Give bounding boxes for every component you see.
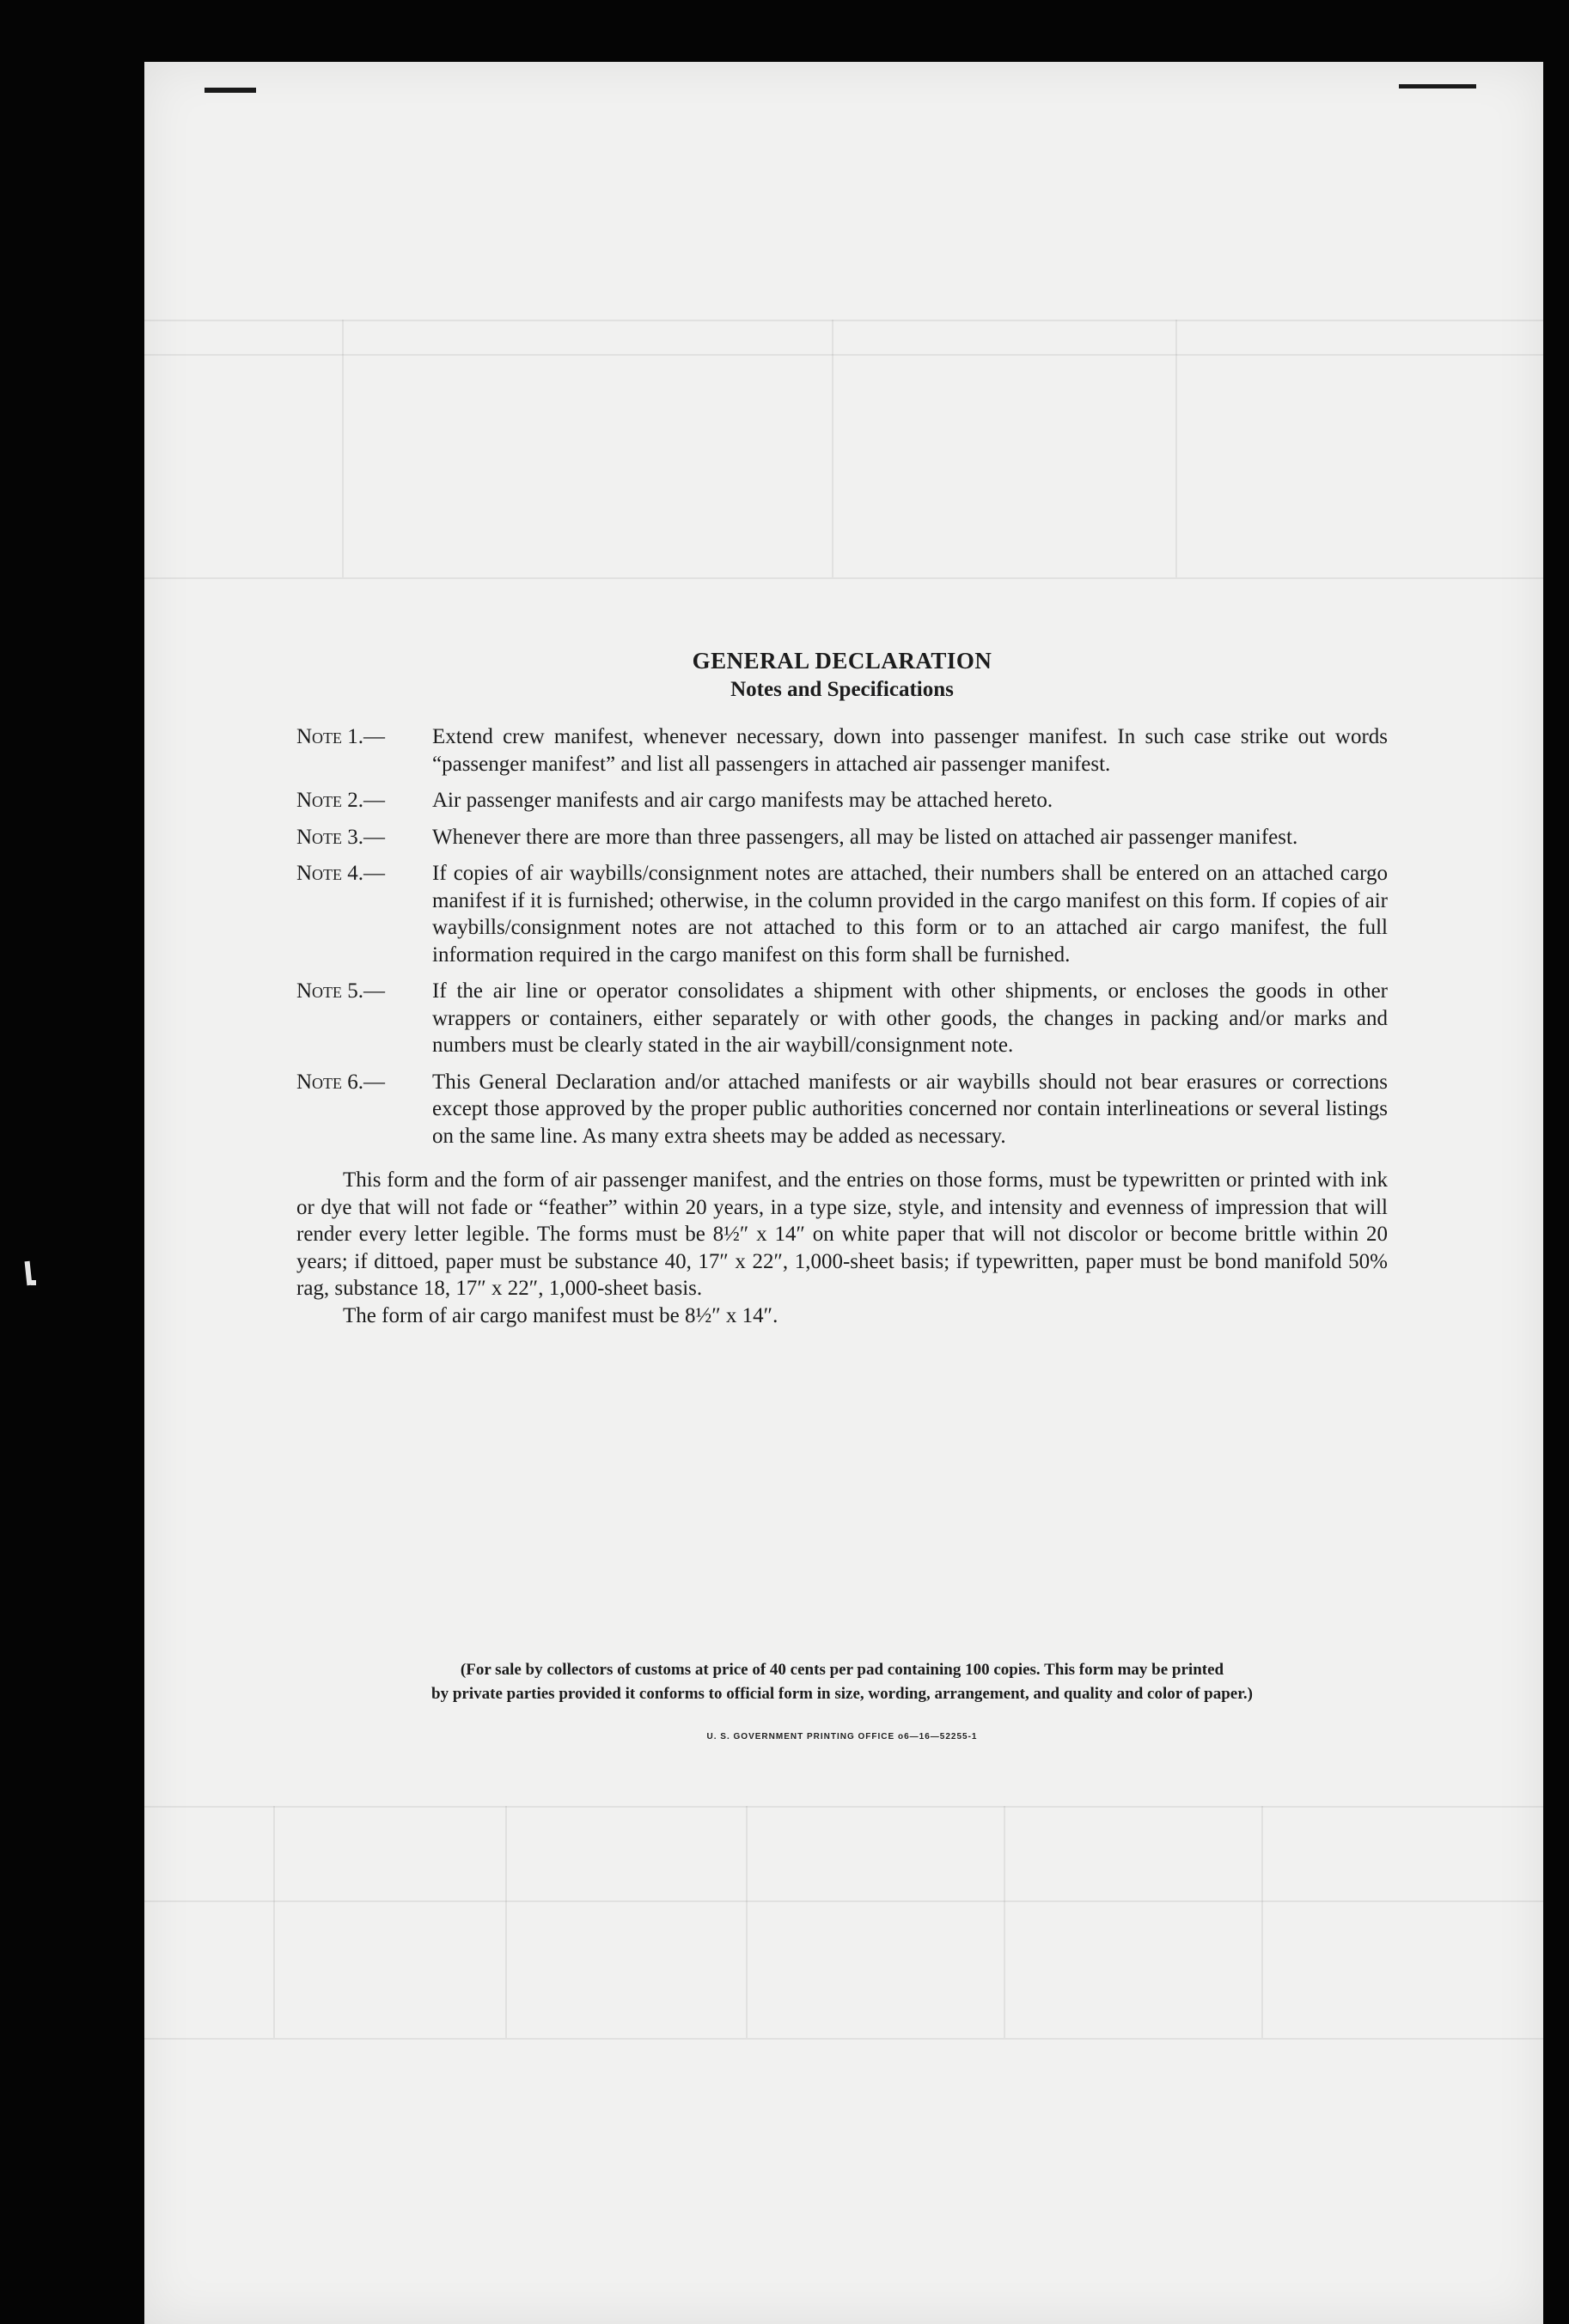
note-text: Extend crew manifest, whenever necessary, down into passenger manifest. In such case strike out words “passenger manifest” and list all passengers in attached air passenger manifest. bbox=[432, 725, 1388, 776]
note-5 bbox=[296, 978, 1388, 1059]
bleed-through-line bbox=[144, 2038, 1543, 2040]
note-text: This General Declaration and/or attached manifests or air waybills should not bear erasures or corrections except those approved by the proper public authorities concerned nor contain interlineations or several listings on the same line. As many extra sheets may be added as necessary. bbox=[432, 1070, 1388, 1148]
document-sheet bbox=[144, 62, 1543, 2324]
document-title: GENERAL DECLARATION bbox=[692, 648, 992, 674]
sale-notice bbox=[296, 1658, 1388, 1706]
bleed-through-line bbox=[1261, 1806, 1263, 2038]
note-label: Note 4.— bbox=[296, 862, 386, 885]
note-text: Whenever there are more than three passengers, all may be listed on attached air passenger manifest. bbox=[432, 825, 1298, 849]
note-text: If copies of air waybills/consignment notes are attached, their numbers shall be entered on an attached cargo manifest if it is furnished; otherwise, in the column provided in the cargo manifest on this form. If copies of air waybills/consignment notes are not attached to this form or to an attached air cargo manifest, the full information required in the cargo manifest on this form shall be furnished. bbox=[432, 862, 1388, 967]
note-label: Note 1.— bbox=[296, 725, 386, 748]
bleed-through-line bbox=[746, 1806, 748, 2038]
form-specification-paragraph: This form and the form of air passenger manifest, and the entries on those forms, must be typewritten or printed with ink or dye that will not fade or “feather” within 20 years, in a type size, style, and intensity and evenness of impression that will render every letter legible. The forms must be 8½″ x 14″ on white paper that will not discolor or become brittle within 20 years; if dittoed, paper must be substance 40, 17″ x 22″, 1,000-sheet basis; if typewritten, paper must be bond manifold 50% rag, substance 18, 17″ x 22″, 1,000-sheet basis. bbox=[296, 1168, 1388, 1300]
note-text: Air passenger manifests and air cargo manifests may be attached hereto. bbox=[432, 789, 1053, 812]
bleed-through-line bbox=[273, 1806, 275, 2038]
cargo-manifest-size-line: The form of air cargo manifest must be 8½″ x 14″. bbox=[343, 1303, 778, 1327]
bleed-through-line bbox=[144, 320, 1543, 321]
bleed-through-line bbox=[144, 354, 1543, 356]
bleed-through-line bbox=[144, 1806, 1543, 1808]
scan-artifact bbox=[31, 1280, 36, 1285]
bleed-through-line bbox=[1004, 1806, 1005, 2038]
note-6 bbox=[296, 1069, 1388, 1150]
note-label: Note 6.— bbox=[296, 1070, 386, 1094]
bleed-through-line bbox=[505, 1806, 507, 2038]
notes-section bbox=[296, 646, 1388, 1329]
note-4 bbox=[296, 860, 1388, 968]
note-label: Note 2.— bbox=[296, 789, 386, 812]
bleed-through-line bbox=[832, 320, 833, 577]
note-text: If the air line or operator consolidates a shipment with other shipments, or encloses the goods in other wrappers or containers, either separately or with other goods, the changes in packing and/or marks and numbers must be clearly stated in the air waybill/consignment note. bbox=[432, 979, 1388, 1057]
edge-artifact bbox=[1399, 84, 1476, 88]
note-label: Note 5.— bbox=[296, 979, 386, 1003]
note-label: Note 3.— bbox=[296, 825, 386, 849]
edge-artifact bbox=[205, 88, 256, 93]
note-3 bbox=[296, 824, 1388, 851]
note-1 bbox=[296, 723, 1388, 778]
sale-notice-line: (For sale by collectors of customs at price of 40 cents per pad containing 100 copies. This form may be printed bbox=[460, 1661, 1224, 1679]
note-2 bbox=[296, 787, 1388, 814]
bleed-through-line bbox=[342, 320, 344, 577]
bleed-through-line bbox=[144, 577, 1543, 579]
bleed-through-line bbox=[144, 1900, 1543, 1902]
printing-office-imprint: U. S. GOVERNMENT PRINTING OFFICE o6—16—52255-1 bbox=[706, 1732, 978, 1741]
bleed-through-line bbox=[1175, 320, 1177, 577]
document-subtitle: Notes and Specifications bbox=[730, 678, 954, 701]
sale-notice-line: by private parties provided it conforms to official form in size, wording, arrangement, and quality and color of paper.) bbox=[431, 1685, 1253, 1703]
